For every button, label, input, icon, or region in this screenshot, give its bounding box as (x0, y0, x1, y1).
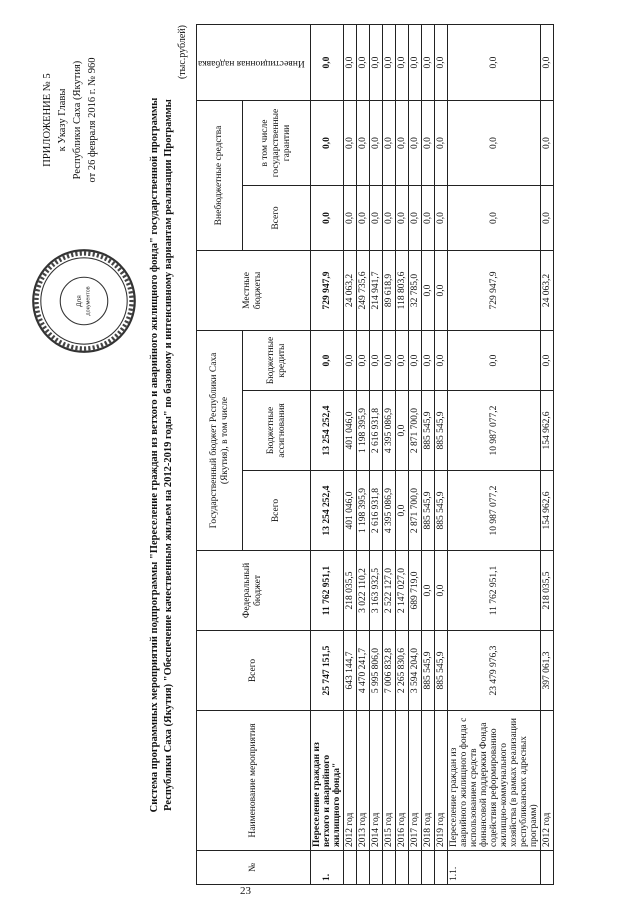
header-state-assign: Бюджетные ассигнования (243, 391, 310, 471)
cell-extra-guarantees: 0,0 (310, 101, 343, 186)
cell-name: 2018 год (421, 711, 434, 851)
cell-state-credits: 0,0 (421, 331, 434, 391)
cell-no (408, 851, 421, 885)
cell-state-assign: 154 962,6 (540, 391, 553, 471)
header-extra-guarantees: в том числе государственные гарантии (243, 101, 310, 186)
cell-name: 2012 год (540, 711, 553, 851)
cell-state-total: 1 198 395,9 (356, 471, 369, 551)
cell-invest: 0,0 (447, 25, 540, 101)
cell-state-total: 0,0 (395, 471, 408, 551)
cell-state-assign: 4 395 086,9 (382, 391, 395, 471)
cell-no (540, 851, 553, 885)
cell-federal: 218 035,5 (540, 551, 553, 631)
cell-local: 89 618,9 (382, 251, 395, 331)
header-no: № (197, 851, 311, 885)
cell-name: 2012 год (343, 711, 356, 851)
cell-extra-guarantees: 0,0 (540, 101, 553, 186)
header-local: Местные бюджеты (197, 251, 311, 331)
cell-state-credits: 0,0 (434, 331, 447, 391)
cell-state-credits: 0,0 (369, 331, 382, 391)
cell-local: 0,0 (421, 251, 434, 331)
cell-local: 118 803,6 (395, 251, 408, 331)
cell-state-total: 885 545,9 (434, 471, 447, 551)
cell-federal: 11 762 951,1 (447, 551, 540, 631)
appendix-title: ПРИЛОЖЕНИЕ № 5 (42, 73, 53, 167)
cell-invest: 0,0 (382, 25, 395, 101)
cell-total: 23 479 976,3 (447, 631, 540, 711)
cell-extra-guarantees: 0,0 (395, 101, 408, 186)
header-federal: Федеральный бюджет (197, 551, 311, 631)
cell-state-assign: 2 616 931,8 (369, 391, 382, 471)
cell-name: Переселение граждан из ветхого и аварийного жилищного фонда" (310, 711, 343, 851)
appendix-line-3: от 26 февраля 2016 г. № 960 (87, 57, 98, 183)
cell-state-assign: 0,0 (395, 391, 408, 471)
table-row (356, 25, 369, 885)
cell-invest: 0,0 (395, 25, 408, 101)
cell-state-assign: 885 545,9 (421, 391, 434, 471)
cell-no (356, 851, 369, 885)
table-row (395, 25, 408, 885)
cell-name: 2016 год (395, 711, 408, 851)
table-row (408, 25, 421, 885)
cell-federal: 2 522 127,0 (382, 551, 395, 631)
header-state-credits: Бюджетные кредиты (243, 331, 310, 391)
cell-state-total: 4 395 086,9 (382, 471, 395, 551)
appendix-header (40, 20, 100, 220)
cell-no (343, 851, 356, 885)
cell-extra-guarantees: 0,0 (369, 101, 382, 186)
cell-no (421, 851, 434, 885)
cell-total: 5 995 806,0 (369, 631, 382, 711)
document-title (148, 25, 176, 885)
title-line-1: Система программных мероприятий подпрограммы "Переселение граждан из ветхого и аварийного жилищного фонда" государственной программы (149, 97, 160, 813)
table-row (310, 25, 343, 885)
cell-state-total: 401 046,0 (343, 471, 356, 551)
cell-extra-total: 0,0 (421, 186, 434, 251)
cell-federal: 0,0 (434, 551, 447, 631)
cell-extra-total: 0,0 (408, 186, 421, 251)
cell-invest: 0,0 (540, 25, 553, 101)
cell-extra-guarantees: 0,0 (421, 101, 434, 186)
cell-name: 2019 год (434, 711, 447, 851)
cell-local: 729 947,9 (447, 251, 540, 331)
header-state-group: Государственный бюджет Республики Саха (Якутия), в том числе (197, 331, 243, 551)
cell-no (395, 851, 408, 885)
cell-federal: 3 022 110,2 (356, 551, 369, 631)
header-total: Всего (197, 631, 311, 711)
cell-extra-total: 0,0 (369, 186, 382, 251)
cell-invest: 0,0 (434, 25, 447, 101)
cell-local: 249 735,6 (356, 251, 369, 331)
cell-extra-total: 0,0 (310, 186, 343, 251)
cell-state-total: 13 254 252,4 (310, 471, 343, 551)
cell-local: 0,0 (434, 251, 447, 331)
cell-state-credits: 0,0 (356, 331, 369, 391)
cell-federal: 0,0 (421, 551, 434, 631)
cell-extra-guarantees: 0,0 (434, 101, 447, 186)
appendix-line-2: Республики Саха (Якутия) (72, 60, 83, 180)
table-row (369, 25, 382, 885)
cell-state-credits: 0,0 (395, 331, 408, 391)
cell-state-credits: 0,0 (343, 331, 356, 391)
cell-state-credits: 0,0 (540, 331, 553, 391)
cell-extra-total: 0,0 (356, 186, 369, 251)
cell-total: 3 594 204,0 (408, 631, 421, 711)
header-extra-group: Внебюджетные средства (197, 101, 243, 251)
table-row (447, 25, 540, 885)
cell-state-total: 885 545,9 (421, 471, 434, 551)
cell-state-total: 10 987 077,2 (447, 471, 540, 551)
cell-state-assign: 1 198 395,9 (356, 391, 369, 471)
cell-state-assign: 2 871 700,0 (408, 391, 421, 471)
cell-local: 24 063,2 (540, 251, 553, 331)
program-activities-table (196, 24, 554, 885)
cell-invest: 0,0 (421, 25, 434, 101)
cell-total: 2 265 830,6 (395, 631, 408, 711)
cell-extra-guarantees: 0,0 (447, 101, 540, 186)
cell-extra-guarantees: 0,0 (356, 101, 369, 186)
cell-local: 24 063,2 (343, 251, 356, 331)
official-seal-stamp (30, 247, 138, 355)
cell-state-credits: 0,0 (447, 331, 540, 391)
header-state-total: Всего (243, 471, 310, 551)
cell-state-total: 154 962,6 (540, 471, 553, 551)
header-invest (197, 25, 311, 101)
header-invest-text: Инвестиционная надбавка (198, 58, 305, 68)
cell-state-assign: 10 987 077,2 (447, 391, 540, 471)
cell-no: 1. (310, 851, 343, 885)
title-line-2: Республики Саха (Якутия) "Обеспечение качественным жильем на 2012-2019 годы" по базовому и интенсивному вариантам реализации Программы (163, 99, 174, 811)
cell-no: 1.1. (447, 851, 540, 885)
cell-state-assign: 885 545,9 (434, 391, 447, 471)
cell-name: 2017 год (408, 711, 421, 851)
table-row (343, 25, 356, 885)
svg-text:Для: Для (75, 295, 83, 307)
page-number: 23 (240, 885, 251, 897)
cell-total: 7 006 832,8 (382, 631, 395, 711)
table-row (382, 25, 395, 885)
cell-state-credits: 0,0 (310, 331, 343, 391)
cell-total: 25 747 151,5 (310, 631, 343, 711)
cell-invest: 0,0 (310, 25, 343, 101)
cell-no (382, 851, 395, 885)
cell-state-assign: 13 254 252,4 (310, 391, 343, 471)
cell-invest: 0,0 (356, 25, 369, 101)
cell-federal: 11 762 951,1 (310, 551, 343, 631)
cell-local: 214 941,7 (369, 251, 382, 331)
table-row (540, 25, 553, 885)
cell-extra-total: 0,0 (382, 186, 395, 251)
table-row (421, 25, 434, 885)
cell-extra-guarantees: 0,0 (343, 101, 356, 186)
cell-state-assign: 401 046,0 (343, 391, 356, 471)
cell-total: 885 545,9 (421, 631, 434, 711)
cell-extra-total: 0,0 (343, 186, 356, 251)
cell-invest: 0,0 (343, 25, 356, 101)
cell-no (369, 851, 382, 885)
cell-local: 32 785,0 (408, 251, 421, 331)
cell-state-credits: 0,0 (382, 331, 395, 391)
cell-extra-guarantees: 0,0 (382, 101, 395, 186)
cell-no (434, 851, 447, 885)
header-extra-total: Всего (243, 186, 310, 251)
cell-name: Переселение граждан из аварийного жилищного фонда с использованием средств финансовой поддержки Фонда содействия реформированию жилищно-коммунального хозяйства (в рамках реализации республиканских адресных программ) (447, 711, 540, 851)
cell-local: 729 947,9 (310, 251, 343, 331)
cell-extra-total: 0,0 (540, 186, 553, 251)
cell-name: 2013 год (356, 711, 369, 851)
cell-name: 2015 год (382, 711, 395, 851)
cell-federal: 218 035,5 (343, 551, 356, 631)
cell-total: 397 061,3 (540, 631, 553, 711)
cell-total: 885 545,9 (434, 631, 447, 711)
table-row (434, 25, 447, 885)
cell-extra-total: 0,0 (395, 186, 408, 251)
cell-invest: 0,0 (369, 25, 382, 101)
units-label: (тыс.рублей) (177, 25, 188, 80)
cell-extra-total: 0,0 (434, 186, 447, 251)
cell-federal: 3 163 932,5 (369, 551, 382, 631)
cell-state-credits: 0,0 (408, 331, 421, 391)
cell-extra-total: 0,0 (447, 186, 540, 251)
cell-state-total: 2 871 700,0 (408, 471, 421, 551)
cell-federal: 2 147 027,0 (395, 551, 408, 631)
cell-federal: 689 719,0 (408, 551, 421, 631)
svg-text:документов: документов (85, 286, 92, 316)
cell-total: 643 144,7 (343, 631, 356, 711)
cell-extra-guarantees: 0,0 (408, 101, 421, 186)
cell-name: 2014 год (369, 711, 382, 851)
cell-state-total: 2 616 931,8 (369, 471, 382, 551)
cell-invest: 0,0 (408, 25, 421, 101)
header-name: Наименование мероприятия (197, 711, 311, 851)
appendix-line-1: к Указу Главы (57, 88, 68, 152)
cell-total: 4 470 241,7 (356, 631, 369, 711)
